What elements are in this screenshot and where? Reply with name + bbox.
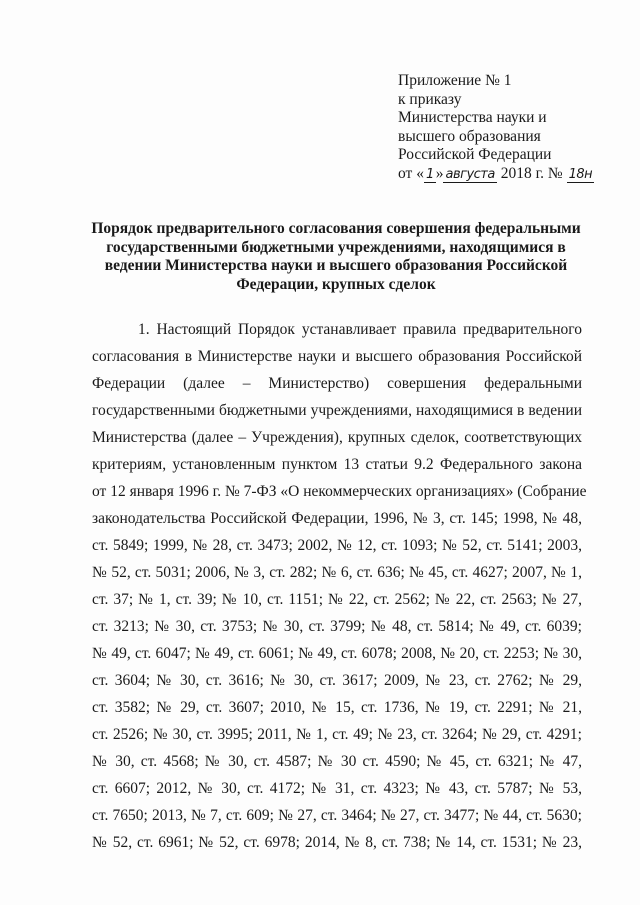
order-date-line [398, 165, 618, 184]
body-line: ст. 3604; № 30, ст. 3616; № 30, ст. 3617; 2009, № 23, ст. 2762; № 29, [92, 672, 582, 689]
date-prefix: от « [398, 164, 424, 182]
ministry-line-2: высшего образования [398, 127, 541, 145]
body-line: № 49, ст. 6047; № 49, ст. 6061; № 49, ст. 6078; 2008, № 20, ст. 2253; № 30, [92, 645, 582, 662]
body-line: критериям, установленным пунктом 13 статьи 9.2 Федерального закона [92, 456, 582, 473]
appendix-number: Приложение № 1 [398, 72, 512, 89]
title-line-2: государственными бюджетными учреждениями, находящимися в [106, 238, 566, 256]
body-line: ст. 37; № 1, ст. 39; № 10, ст. 1151; № 22, ст. 2562; № 22, ст. 2563; № 27, [92, 591, 582, 608]
title-line-3: ведении Министерства науки и высшего образования Российской [104, 257, 568, 274]
body-line: Федерации (далее – Министерство) совершения федеральными [92, 375, 582, 392]
title-line-1: Порядок предварительного согласования совершения федеральными [91, 220, 581, 237]
handwritten-day: 1 [425, 166, 434, 182]
date-mid: » [435, 164, 444, 182]
body-line: ст. 6607; 2012, № 30, ст. 4172; № 31, ст. 4323; № 43, ст. 5787; № 53, [92, 780, 582, 797]
body-line: № 52, ст. 5031; 2006, № 3, ст. 282; № 6, ст. 636; № 45, ст. 4627; 2007, № 1, [92, 564, 582, 581]
ministry-line-1: Министерства науки и [398, 109, 547, 126]
body-line: ст. 5849; 1999, № 28, ст. 3473; 2002, № 12, ст. 1093; № 52, ст. 5141; 2003, [92, 537, 582, 554]
handwritten-order-number: 18н [568, 166, 593, 182]
document-title [86, 220, 586, 294]
body-line: согласования в Министерстве науки и высшего образования Российской [92, 348, 582, 365]
body-line: ст. 3213; № 30, ст. 3753; № 30, ст. 3799; № 48, ст. 5814; № 49, ст. 6039; [92, 618, 582, 635]
title-line-4: Федерации, крупных сделок [236, 275, 436, 293]
body-line: 1. Настоящий Порядок устанавливает правила предварительного [138, 321, 582, 338]
body-line: ст. 2526; № 30, ст. 3995; 2011, № 1, ст. 49; № 23, ст. 3264; № 29, ст. 4291; [92, 726, 582, 743]
document-body [92, 316, 587, 856]
body-line: Министерства (далее – Учреждения), крупных сделок, соответствующих [92, 429, 582, 446]
appendix-header [398, 72, 618, 183]
body-line: № 52, ст. 6961; № 52, ст. 6978; 2014, № 8, ст. 738; № 14, ст. 1531; № 23, [92, 834, 582, 851]
body-line: от 12 января 1996 г. № 7-ФЗ «О некоммерческих организациях» (Собрание [92, 483, 587, 500]
body-line: законодательства Российской Федерации, 1996, № 3, ст. 145; 1998, № 48, [92, 510, 582, 527]
body-line: ст. 7650; 2013, № 7, ст. 609; № 27, ст. 3464; № 27, ст. 3477; № 44, ст. 5630; [92, 807, 582, 824]
ministry-line-3: Российской Федерации [398, 146, 552, 163]
order-reference: к приказу [398, 90, 462, 108]
handwritten-month: августа [445, 166, 495, 182]
body-line: государственными бюджетными учреждениями, находящимися в ведении [92, 402, 582, 419]
body-line: № 30, ст. 4568; № 30, ст. 4587; № 30 ст. 4590; № 45, ст. 6321; № 47, [92, 753, 582, 770]
body-line: ст. 3582; № 29, ст. 3607; 2010, № 15, ст. 1736, № 19, ст. 2291; № 21, [92, 699, 582, 716]
date-year: 2018 г. № [500, 164, 563, 182]
